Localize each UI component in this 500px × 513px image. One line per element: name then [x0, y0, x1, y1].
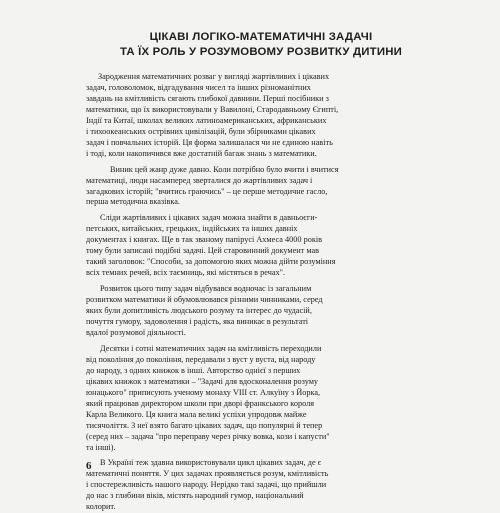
text-line: завдань на кмітливість сягають глибокої давнини. Перші посібники з [86, 93, 329, 103]
chapter-title [86, 30, 436, 60]
text-line: (серед них – задача "про переправу через річку вовка, кози і капусти" [86, 431, 330, 441]
text-line: математики, що їх використовували у Вавилоні, Стародавньому Єгипті, [86, 104, 339, 114]
text-line: і спостережливість нашого народу. Нерідко такі задачі, що прийшли [86, 480, 327, 490]
text-line: який працював директором школи при дворі франкського короля [86, 398, 315, 408]
text-line: розвитком математики й обумовлювався різними чинниками, серед [86, 295, 323, 305]
text-line: математиці, люди насамперед зверталися до жартівливих задач і [86, 175, 313, 185]
text-line: до нас з глибини віків, містять народний гумор, національний [86, 491, 304, 501]
text-line: цікавих книжок з математики – "Задачі для вдосконалення розуму [86, 376, 319, 386]
text-line: документах і книгах. Ще в так званому папірусі Ахмеса 4000 років [86, 235, 323, 245]
page-number: 6 [86, 460, 92, 472]
text-line: Виник цей жанр дуже давно. Коли потрібно було вчити і вчитися [110, 164, 339, 174]
text-line: Десятки і сотні математичних задач на кмітливість переходили [100, 343, 322, 353]
text-line: математичні поняття. У цих задачах проявляється розум, кмітливість [86, 469, 329, 479]
paragraph [86, 72, 436, 160]
text-line: до народу, з одних книжок в інші. Авторство однієї з перших [86, 365, 301, 375]
text-line: Індії та Китаї, школах великих латиноамериканських, африканських [86, 115, 327, 125]
text-line: юнацького" приписують ученому монаху VIII ст. Алкуїну з Йорка, [86, 387, 321, 397]
text-line: колорит. [86, 502, 116, 512]
text-line: перша методична вказівка. [86, 197, 180, 207]
text-line: задач, головоломок, відгадування чисел та інших різноманітних [86, 82, 311, 92]
text-line: яких були допитливість людського розуму та інтерес до чудасій, [86, 306, 312, 316]
text-line: від покоління до покоління, передавали з вуст у вуста, від народу [86, 354, 316, 364]
body-text [86, 72, 436, 513]
text-line: і тоді, коли накопичився вже достатній багаж знань з математики. [86, 148, 317, 158]
text-line: тисячоліття. З неї взято багато цікавих задач, що популярні й тепер [86, 420, 323, 430]
text-line: петських, китайських, грецьких, індійських та інших давніх [86, 224, 298, 234]
text-line: вдалої розумової діяльності. [86, 327, 186, 337]
text-line: всіх темних речей, всіх таємниць, які містяться в речах". [86, 268, 286, 278]
text-line: Зародження математичних розваг у вигляді жартівливих і цікавих [98, 72, 330, 81]
paragraph [86, 213, 436, 279]
text-line: і тихоокеанських острівних цивілізацій, були збірниками цікавих [86, 126, 316, 136]
text-line: почуття гумору, задоволення і радість, яка виникає в результаті [86, 317, 309, 327]
text-line: задач і повчальних історій. Ця форма залишалася чи не єдиною навіть [86, 137, 333, 147]
chapter-title-line-2: ТА ЇХ РОЛЬ У РОЗУМОВОМУ РОЗВИТКУ ДИТИНИ [119, 46, 403, 58]
paragraph [86, 284, 436, 339]
chapter-title-line-1: ЦІКАВІ ЛОГІКО-МАТЕМАТИЧНІ ЗАДАЧІ [149, 31, 373, 43]
text-line: загадкових історій; "вчитись граючись" – це перше методичне гасло, [86, 186, 328, 196]
text-line: В Україні теж здавна використовували цикл цікавих задач, де є [100, 458, 322, 468]
paragraph [86, 458, 436, 513]
paragraph [86, 165, 436, 209]
paragraph [86, 344, 436, 454]
text-line: такий заголовок: "Способи, за допомогою яких можна дійти розуміння [86, 257, 336, 267]
text-line: Карла Великого. Ця книга мала великі успіхи упродовж майже [86, 409, 307, 419]
text-line: Розвиток цього типу задач відбувався водночас із загальним [100, 284, 312, 294]
text-line: Сліди жартівливих і цікавих задач можна знайти в давньоєги- [100, 213, 318, 223]
text-line: та інші). [86, 442, 116, 452]
text-line: тому були записані подібні задачі. Цей старовинний документ мав [86, 246, 320, 256]
